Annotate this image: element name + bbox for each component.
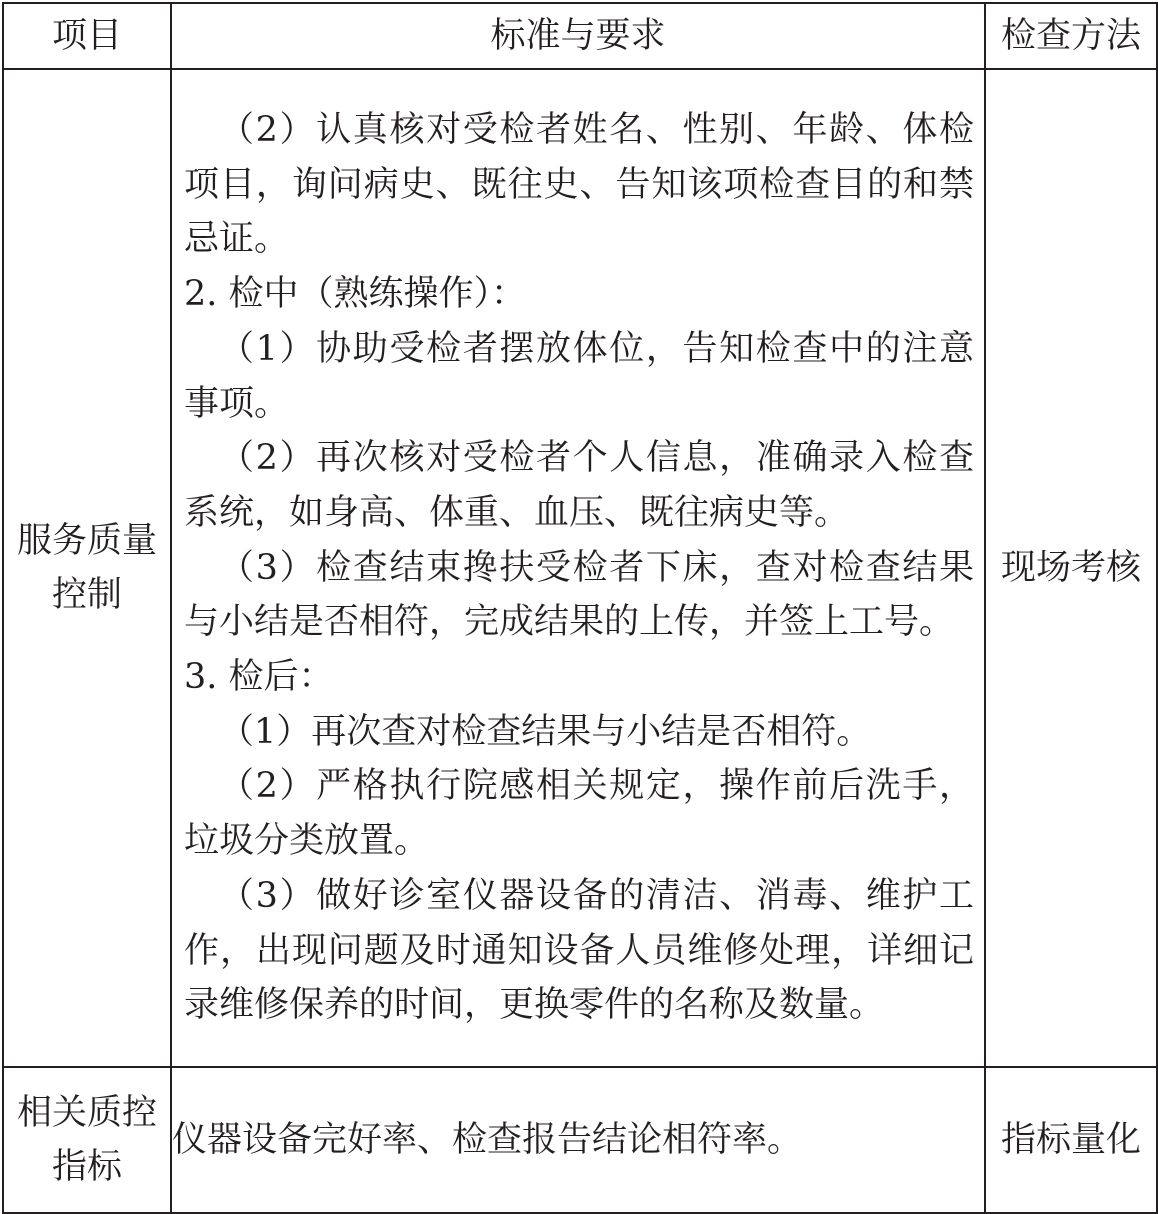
item-cell — [3, 1067, 171, 1213]
standard-paragraph: （1）协助受检者摆放体位，告知检查中的注意事项。 — [184, 328, 974, 424]
method-cell: 现场考核 — [985, 69, 1157, 1067]
standard-paragraph: （2）严格执行院感相关规定，操作前后洗手，垃圾分类放置。 — [184, 766, 974, 862]
item-label-line: 指标 — [51, 1147, 122, 1187]
standards-table — [2, 2, 1158, 1214]
header-row — [3, 3, 1157, 69]
indicators-cell: 仪器设备完好率、检查报告结论相符率。 — [171, 1067, 985, 1213]
item-label-line: 相关质控 — [16, 1093, 157, 1133]
table-row — [3, 69, 1157, 1067]
standard-paragraph: （3）检查结束搀扶受检者下床，查对检查结果与小结是否相符，完成结果的上传，并签上工号。 — [184, 547, 974, 643]
method-cell: 指标量化 — [985, 1067, 1157, 1213]
standard-heading: 2. 检中（熟练操作）： — [184, 274, 527, 315]
item-cell — [3, 69, 171, 1067]
standard-paragraph: （2）认真核对受检者姓名、性别、年龄、体检项目，询问病史、既往史、告知该项检查目的和禁忌证。 — [184, 110, 974, 260]
standard-heading: 3. 检后： — [184, 657, 334, 698]
standard-paragraph: （1）再次查对检查结果与小结是否相符。 — [219, 711, 872, 752]
standard-paragraph: （2）再次核对受检者个人信息，准确录入检查系统，如身高、体重、血压、既往病史等。 — [184, 438, 974, 533]
item-label-line: 控制 — [51, 575, 122, 615]
header-method: 检查方法 — [985, 3, 1157, 69]
standards-cell — [171, 69, 985, 1067]
table-row — [3, 1067, 1157, 1213]
header-standards: 标准与要求 — [171, 3, 985, 69]
standard-paragraph: （3）做好诊室仪器设备的清洁、消毒、维护工作，出现问题及时通知设备人员维修处理，详细记录维修保养的时间，更换零件的名称及数量。 — [184, 875, 974, 1026]
header-item: 项目 — [3, 3, 171, 69]
item-label-line: 服务质量 — [16, 521, 157, 561]
